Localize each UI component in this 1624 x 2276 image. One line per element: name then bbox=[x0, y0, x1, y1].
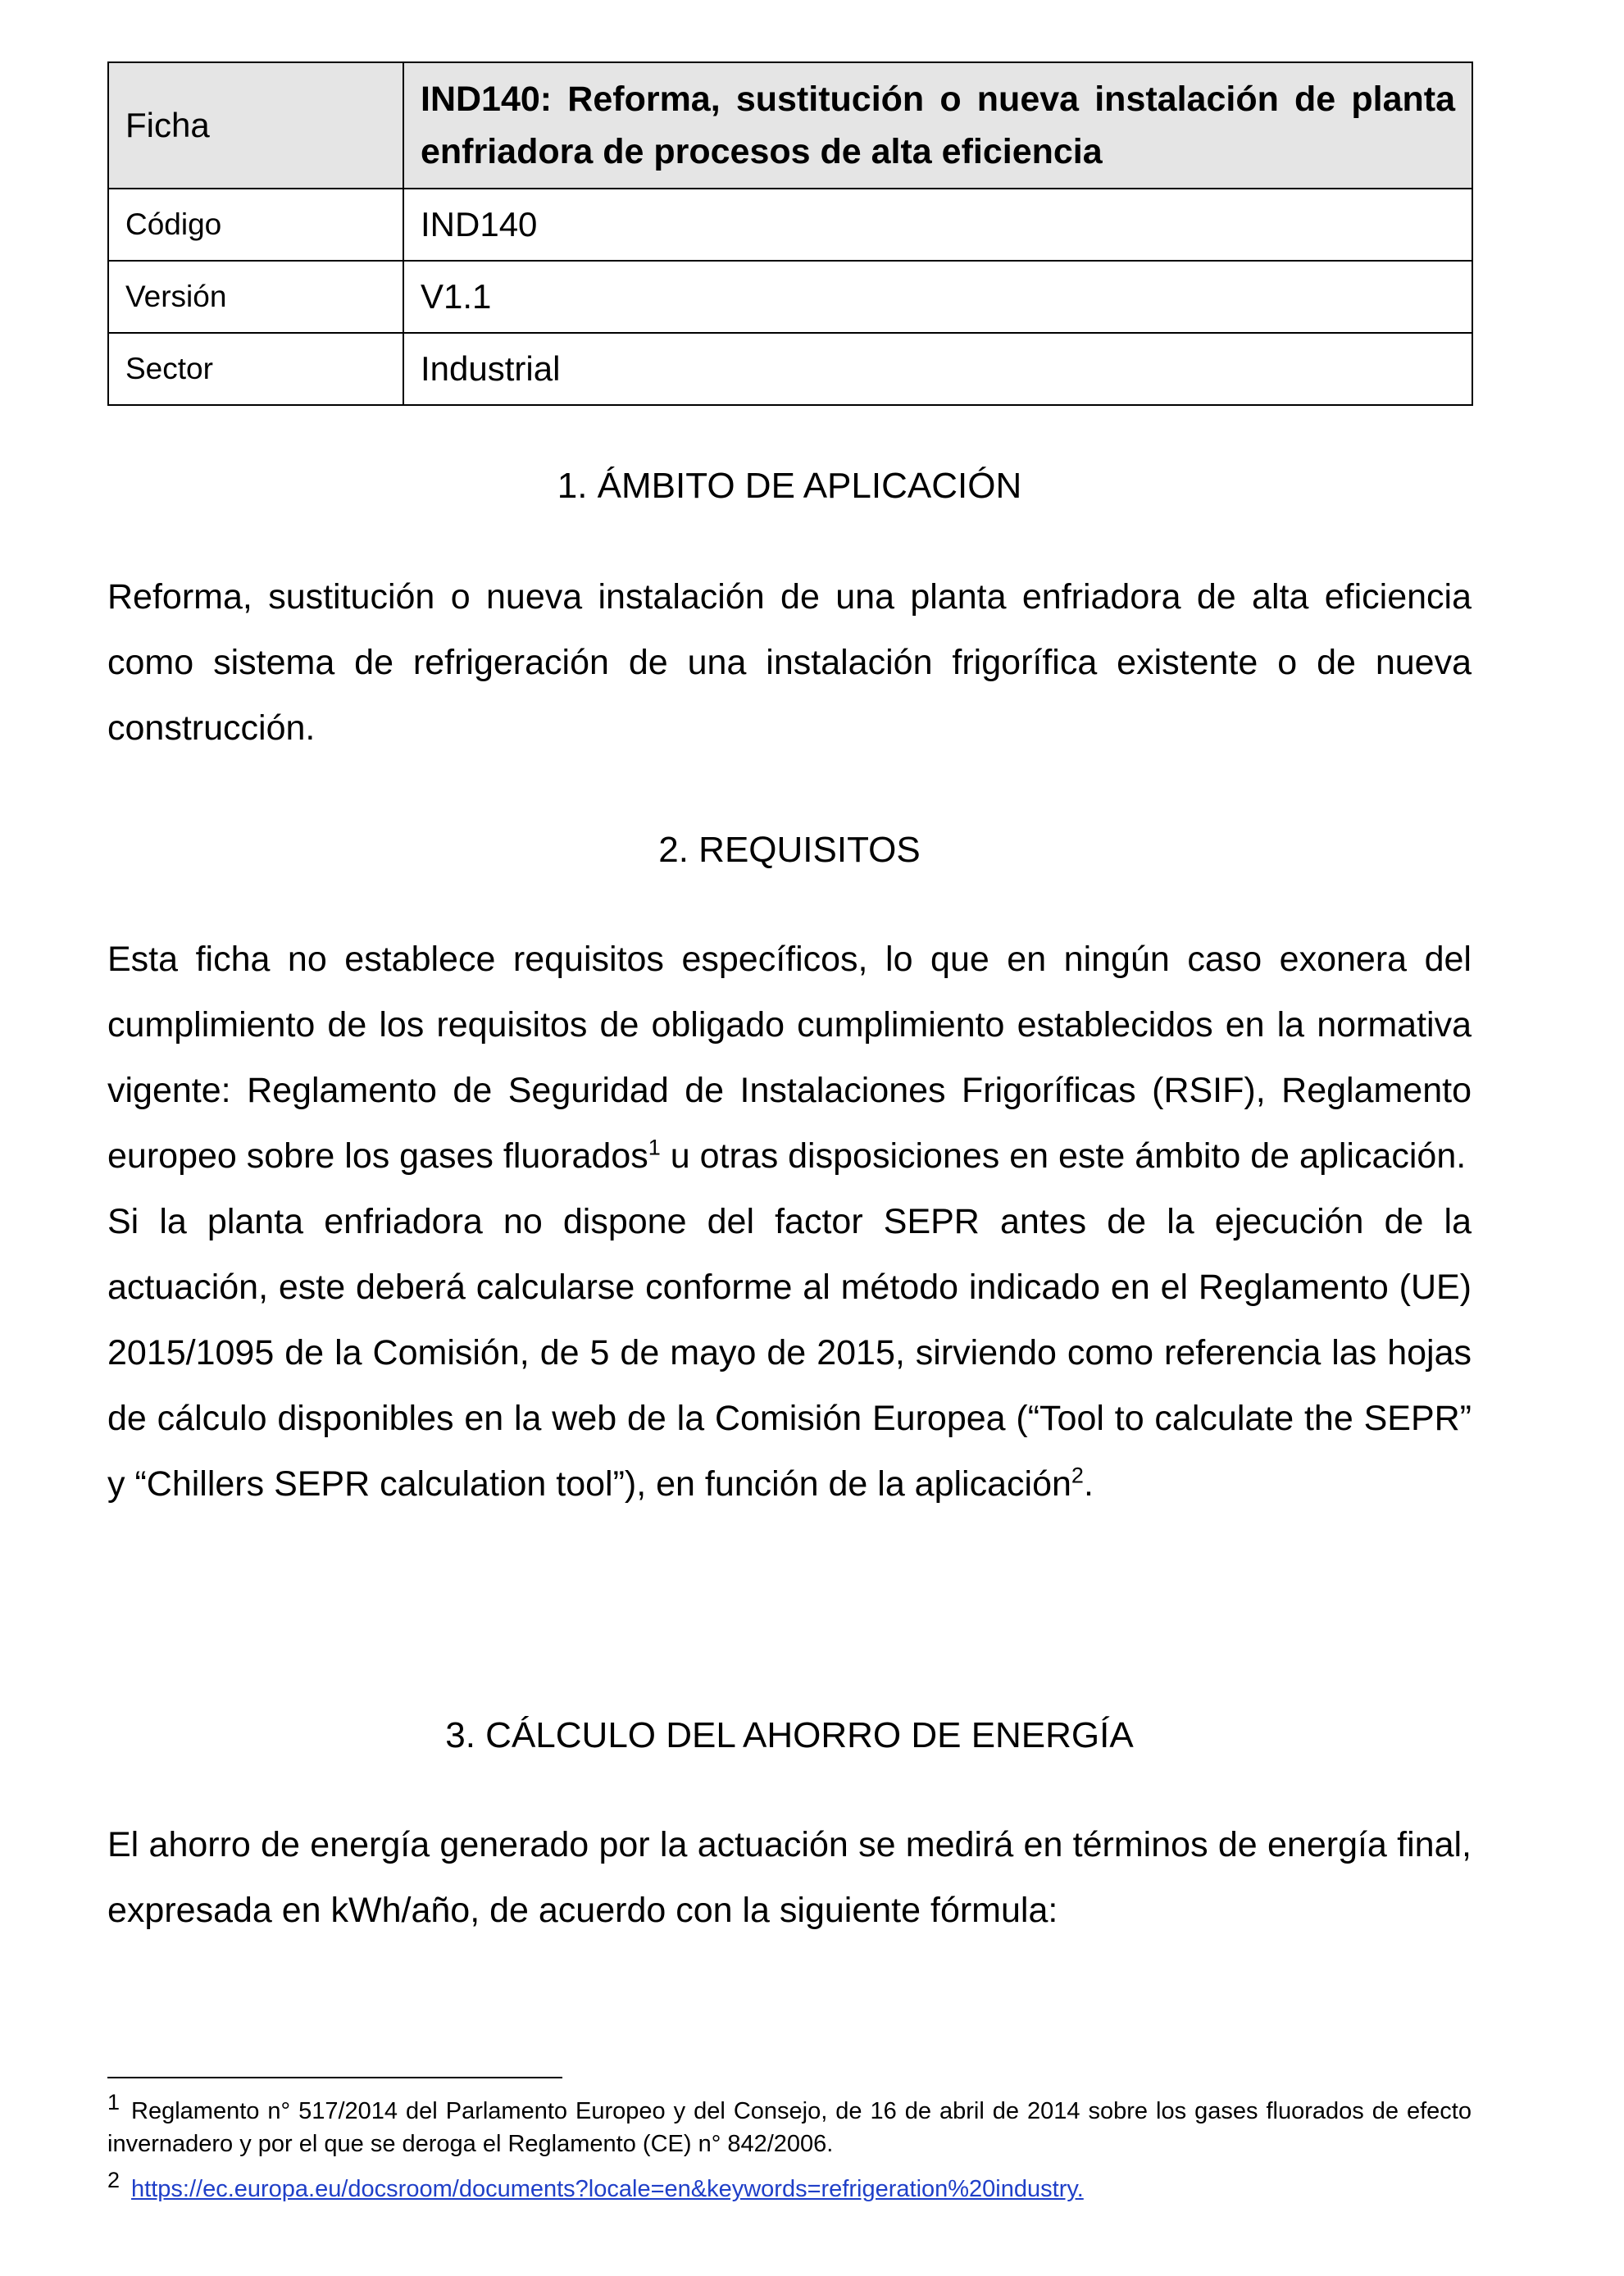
paragraph bbox=[107, 926, 1472, 1189]
section-2-text bbox=[107, 926, 1472, 1517]
section-1-heading: 1. ÁMBITO DE APLICACIÓN bbox=[557, 466, 1022, 506]
row-label: Código bbox=[108, 189, 403, 261]
footnote-2 bbox=[107, 2168, 1472, 2205]
row-label: Sector bbox=[108, 333, 403, 405]
footnote-text: Reglamento n° 517/2014 del Parlamento Europeo y del Consejo, de 16 de abril de 2014 sobre los gases fluorados de efecto invernadero y por el que se deroga el Reglamento (CE) n° 842/2006. bbox=[107, 2098, 1472, 2157]
footnote-ref-2[interactable]: 2 bbox=[1071, 1463, 1084, 1488]
ficha-table bbox=[107, 61, 1473, 406]
section-1-text bbox=[107, 564, 1472, 761]
section-3-heading: 3. CÁLCULO DEL AHORRO DE ENERGÍA bbox=[445, 1715, 1134, 1755]
table-row bbox=[108, 333, 1472, 405]
text-span: Si la planta enfriadora no dispone del factor SEPR antes de la ejecución de la actuación, este deberá calcularse conforme al método indicado en el Reglamento (UE) 2015/1095 de la Comisión, de 5 de mayo de 2015, sirviendo como referencia las hojas de cálculo disponibles en la web de la Comisión Europea (“Tool to calculate the SEPR” y “Chillers SEPR calculation tool”), en función de la aplicación bbox=[107, 1202, 1472, 1504]
section-2-heading: 2. REQUISITOS bbox=[658, 830, 921, 870]
table-row bbox=[108, 261, 1472, 333]
text-span: . bbox=[1083, 1464, 1094, 1504]
paragraph: El ahorro de energía generado por la actuación se medirá en términos de energía final, expresada en kWh/año, de acuerdo con la siguiente fórmula: bbox=[107, 1825, 1472, 1930]
footnote-link[interactable]: https://ec.europa.eu/docsroom/documents?locale=en&keywords=refrigeration%20industry. bbox=[131, 2176, 1084, 2202]
row-value: V1.1 bbox=[403, 261, 1472, 333]
text-span: Esta ficha no establece requisitos específicos, lo que en ningún caso exonera del cumplimiento de los requisitos de obligado cumplimiento establecidos en la normativa vigente: Reglamento de Seguridad de Instalaciones Frigoríficas (RSIF), Reglamento europeo sobre los gases fluorados bbox=[107, 940, 1472, 1176]
footnote-number: 2 bbox=[107, 2168, 121, 2193]
row-label: Versión bbox=[108, 261, 403, 333]
text-span: u otras disposiciones en este ámbito de aplicación. bbox=[660, 1136, 1467, 1176]
row-value: Industrial bbox=[403, 333, 1472, 405]
table-row bbox=[108, 189, 1472, 261]
footnote-ref-1[interactable]: 1 bbox=[648, 1135, 661, 1160]
header-label: Ficha bbox=[108, 62, 403, 189]
footnote-separator bbox=[107, 2077, 562, 2078]
paragraph: Reforma, sustitución o nueva instalación de una planta enfriadora de alta eficiencia como sistema de refrigeración de una instalación frigorífica existente o de nueva construcción. bbox=[107, 577, 1472, 748]
header-title: IND140: Reforma, sustitución o nueva instalación de planta enfriadora de procesos de alta eficiencia bbox=[403, 62, 1472, 189]
footnote-1 bbox=[107, 2090, 1472, 2160]
section-3-text bbox=[107, 1812, 1472, 1943]
paragraph bbox=[107, 1189, 1472, 1517]
footnote-number: 1 bbox=[107, 2090, 121, 2115]
row-value: IND140 bbox=[403, 189, 1472, 261]
table-header-row bbox=[108, 62, 1472, 189]
